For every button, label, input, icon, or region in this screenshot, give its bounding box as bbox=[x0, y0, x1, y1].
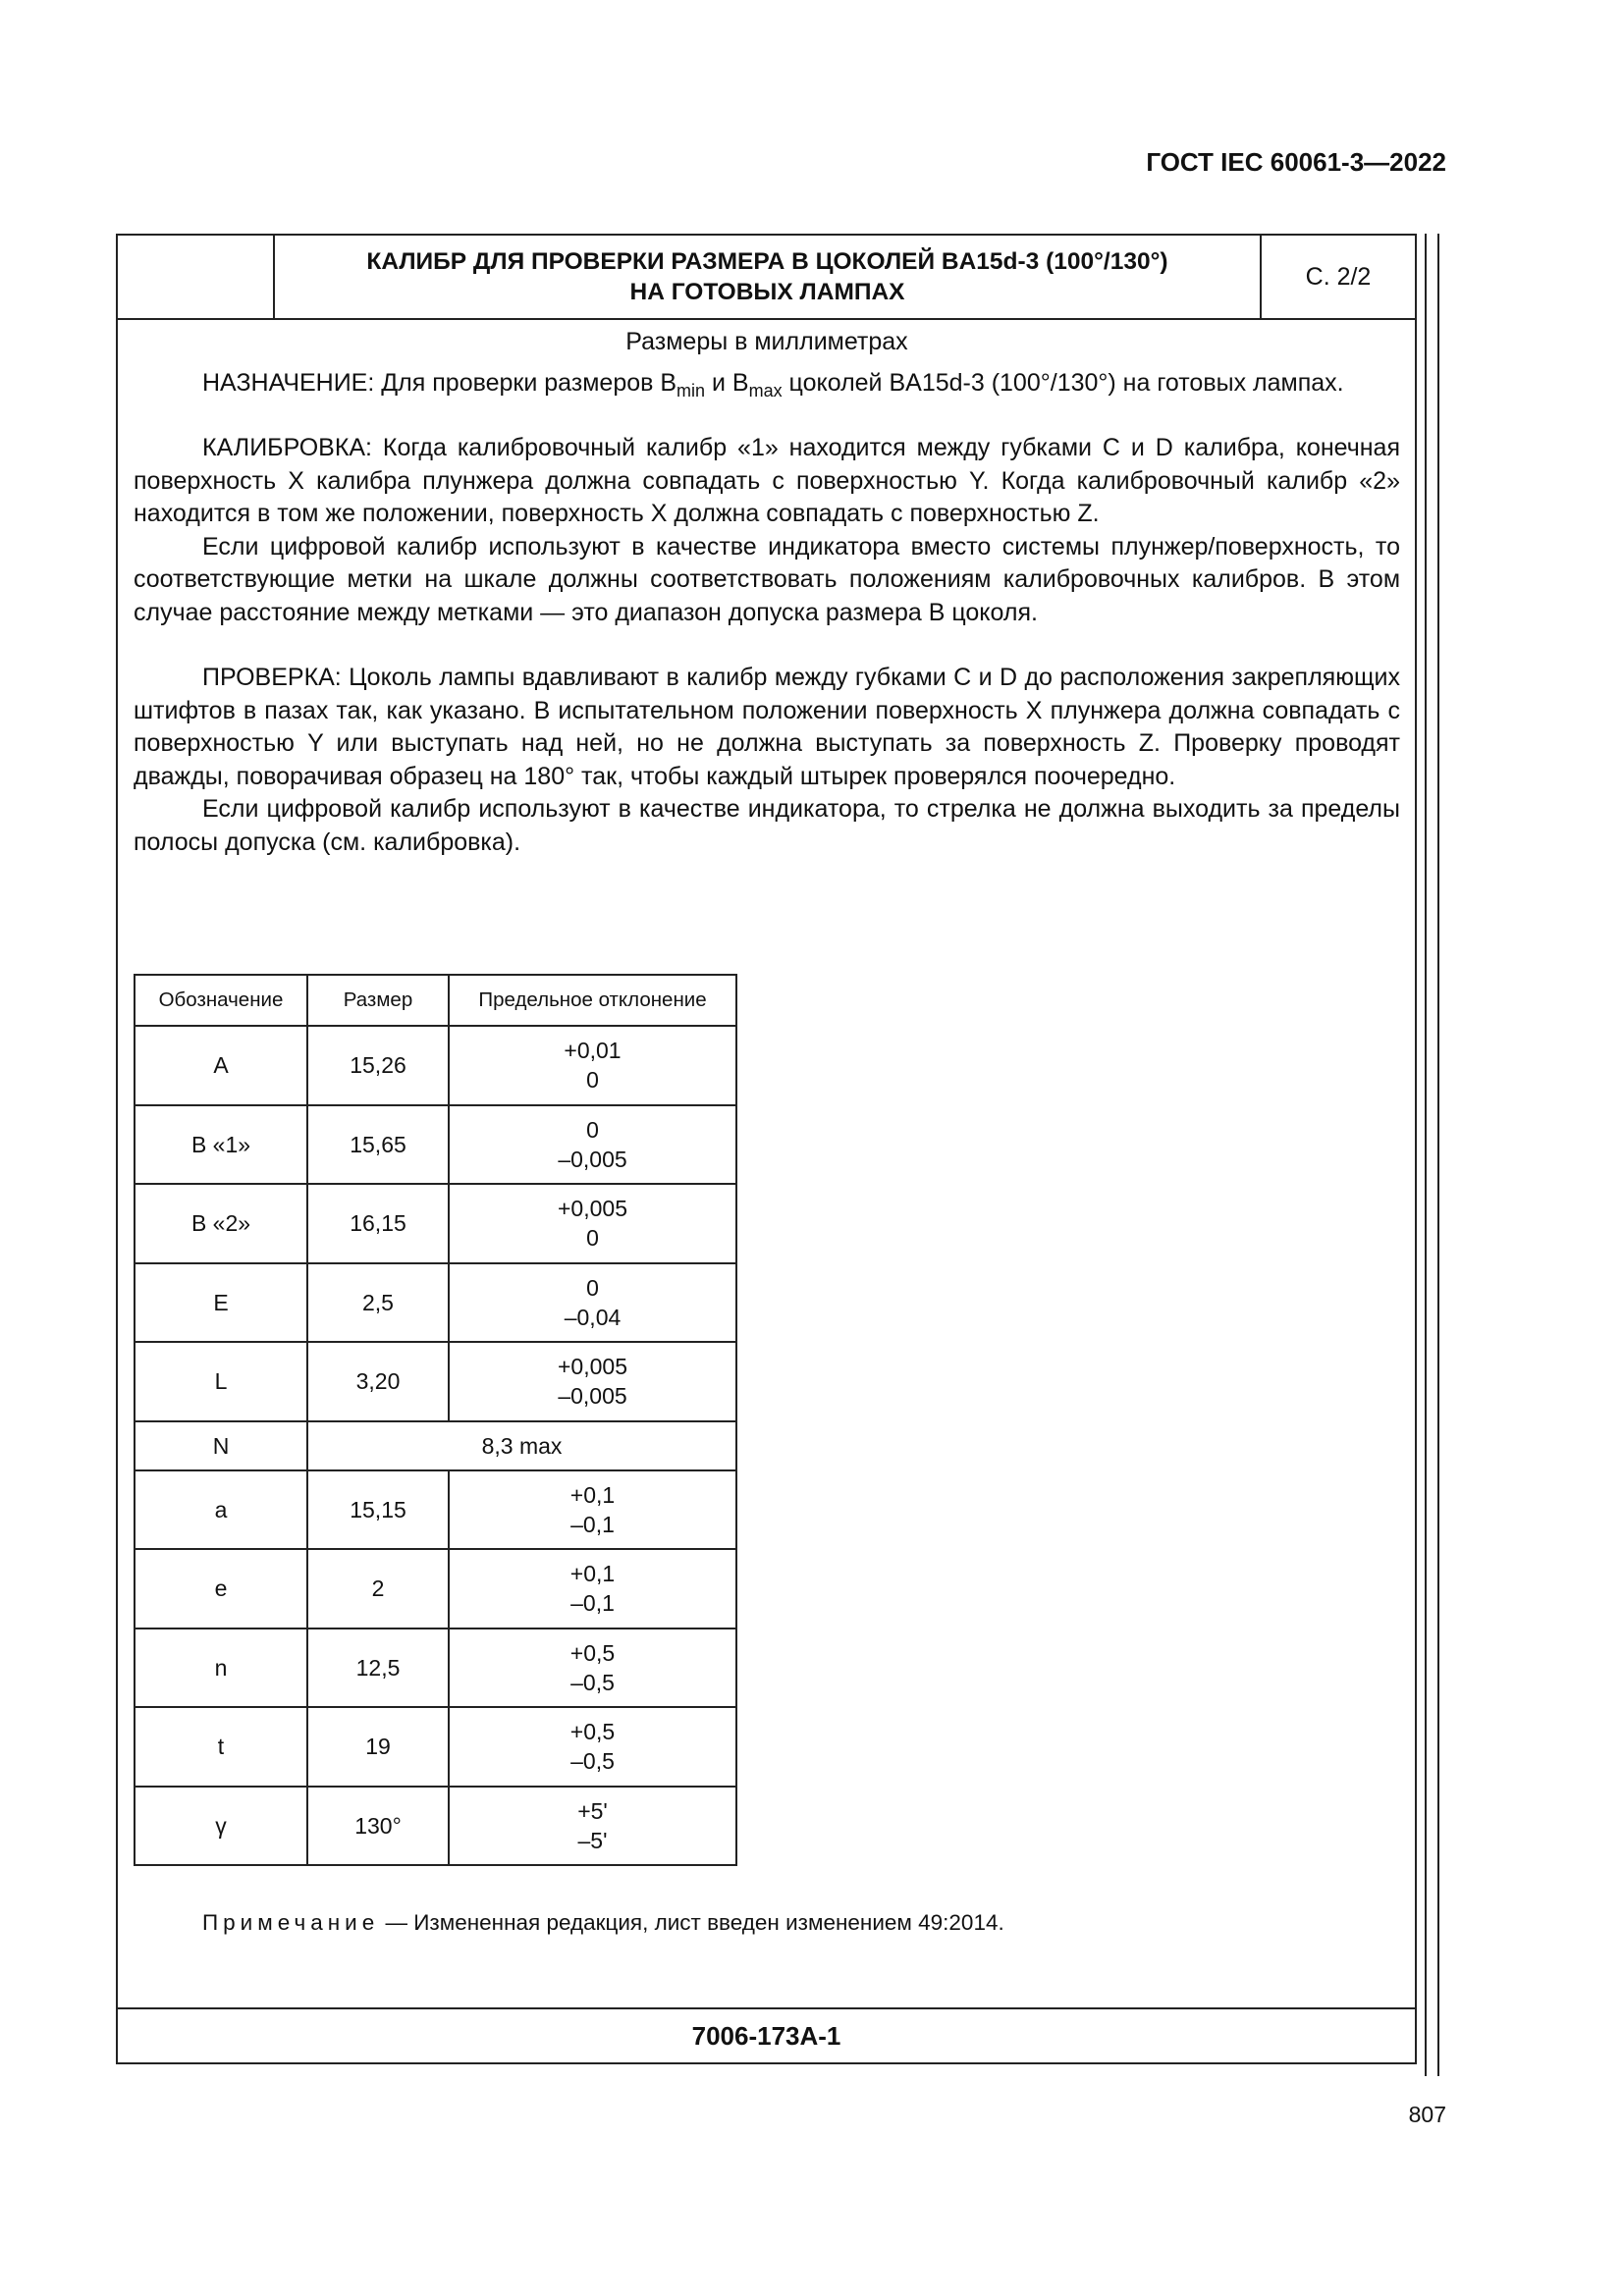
table-row bbox=[135, 1342, 736, 1421]
cell-deviation: +5' –5' bbox=[449, 1787, 736, 1866]
cell-size: 15,65 bbox=[307, 1105, 449, 1185]
col-header-size: Размер bbox=[307, 975, 449, 1026]
page-number: 807 bbox=[1408, 2102, 1446, 2127]
cell-symbol: N bbox=[135, 1421, 307, 1470]
cell-symbol: A bbox=[135, 1026, 307, 1105]
table-row bbox=[135, 1421, 736, 1470]
cell-deviation: +0,005 0 bbox=[449, 1184, 736, 1263]
cell-size: 15,15 bbox=[307, 1470, 449, 1550]
table-row bbox=[135, 1549, 736, 1629]
cell-symbol: B «1» bbox=[135, 1105, 307, 1185]
cell-deviation: +0,005 –0,005 bbox=[449, 1342, 736, 1421]
title-line-1: КАЛИБР ДЛЯ ПРОВЕРКИ РАЗМЕРА В ЦОКОЛЕЙ BA15d-3 (100°/130°) bbox=[366, 248, 1168, 275]
sheet-header bbox=[118, 236, 1415, 320]
table-row bbox=[135, 1026, 736, 1105]
dimensions-table bbox=[134, 974, 737, 1866]
sheet-page-ref: С. 2/2 bbox=[1305, 262, 1372, 291]
cell-symbol: L bbox=[135, 1342, 307, 1421]
header-empty-cell bbox=[118, 236, 275, 318]
table-row bbox=[135, 1263, 736, 1343]
calibration-paragraph: КАЛИБРОВКА: Когда калибровочный калибр «1» находится между губками С и D калибра, конечная поверхность X калибра плунжера должна совпадать с поверхностью Y. Когда калибровочный калибр «2» находится в том же положении, поверхность X должна совпадать с поверхностью Z. bbox=[134, 434, 1400, 527]
table-row bbox=[135, 1707, 736, 1787]
purpose-paragraph: НАЗНАЧЕНИЕ: Для проверки размеров $B_{min}$ и $B_{max}$ цоколей BA15d-3 (100°/130°) на готовых лампах. bbox=[202, 368, 1344, 400]
col-header-deviation: Предельное отклонение bbox=[449, 975, 736, 1026]
cell-size: 16,15 bbox=[307, 1184, 449, 1263]
sheet-content bbox=[134, 326, 1400, 859]
cell-size: 130° bbox=[307, 1787, 449, 1866]
check-paragraph-2: Если цифровой калибр используют в качестве индикатора, то стрелка не должна выходить за пределы полосы допуска (см. калибровка). bbox=[134, 795, 1400, 856]
cell-deviation: +0,1 –0,1 bbox=[449, 1470, 736, 1550]
cell-symbol: t bbox=[135, 1707, 307, 1787]
sheet-frame bbox=[116, 234, 1417, 2064]
sheet-title bbox=[275, 236, 1262, 318]
col-header-symbol: Обозначение bbox=[135, 975, 307, 1026]
table-row bbox=[135, 1787, 736, 1866]
cell-size: 2 bbox=[307, 1549, 449, 1629]
cell-symbol: E bbox=[135, 1263, 307, 1343]
document-code: ГОСТ IEC 60061-3—2022 bbox=[1146, 147, 1446, 177]
cell-size: 2,5 bbox=[307, 1263, 449, 1343]
cell-deviation: 0 –0,04 bbox=[449, 1263, 736, 1343]
cell-symbol: γ bbox=[135, 1787, 307, 1866]
calibration-paragraph-2: Если цифровой калибр используют в качестве индикатора вместо системы плунжер/поверхность, то соответствующие метки на шкале должны соответствовать положениям калибровочных калибров. В этом случае расстояние между метками — это диапазон допуска размера В цоколя. bbox=[134, 532, 1400, 626]
table-row bbox=[135, 1470, 736, 1550]
cell-deviation: +0,5 –0,5 bbox=[449, 1629, 736, 1708]
cell-deviation: +0,5 –0,5 bbox=[449, 1707, 736, 1787]
cell-size: 3,20 bbox=[307, 1342, 449, 1421]
check-paragraph: ПРОВЕРКА: Цоколь лампы вдавливают в калибр между губками С и D до расположения закрепляющих штифтов в пазах так, как указано. В испытательном положении поверхность X плунжера должна совпадать с поверхностью Y или выступать над ней, но не должна выступать за поверхность Z. Проверку проводят дважды, поворачивая образец на 180° так, чтобы каждый штырек проверялся поочередно. bbox=[134, 664, 1400, 790]
table-row bbox=[135, 1629, 736, 1708]
cell-size: 19 bbox=[307, 1707, 449, 1787]
cell-merged-size: 8,3 max bbox=[307, 1421, 736, 1470]
note-label: Примечание bbox=[202, 1910, 380, 1935]
cell-symbol: e bbox=[135, 1549, 307, 1629]
cell-symbol: B «2» bbox=[135, 1184, 307, 1263]
frame-double-line bbox=[1425, 234, 1439, 2076]
units-subtitle: Размеры в миллиметрах bbox=[625, 328, 908, 355]
note-text: — Измененная редакция, лист введен изменением 49:2014. bbox=[379, 1910, 1004, 1935]
table-header-row bbox=[135, 975, 736, 1026]
note bbox=[202, 1910, 1004, 1936]
table-row bbox=[135, 1184, 736, 1263]
cell-deviation: 0 –0,005 bbox=[449, 1105, 736, 1185]
cell-deviation: +0,01 0 bbox=[449, 1026, 736, 1105]
cell-symbol: a bbox=[135, 1470, 307, 1550]
sheet-footer-code: 7006-173A-1 bbox=[118, 2007, 1415, 2062]
title-line-2: НА ГОТОВЫХ ЛАМПАХ bbox=[629, 279, 905, 305]
cell-symbol: n bbox=[135, 1629, 307, 1708]
cell-deviation: +0,1 –0,1 bbox=[449, 1549, 736, 1629]
cell-size: 15,26 bbox=[307, 1026, 449, 1105]
cell-size: 12,5 bbox=[307, 1629, 449, 1708]
table-row bbox=[135, 1105, 736, 1185]
